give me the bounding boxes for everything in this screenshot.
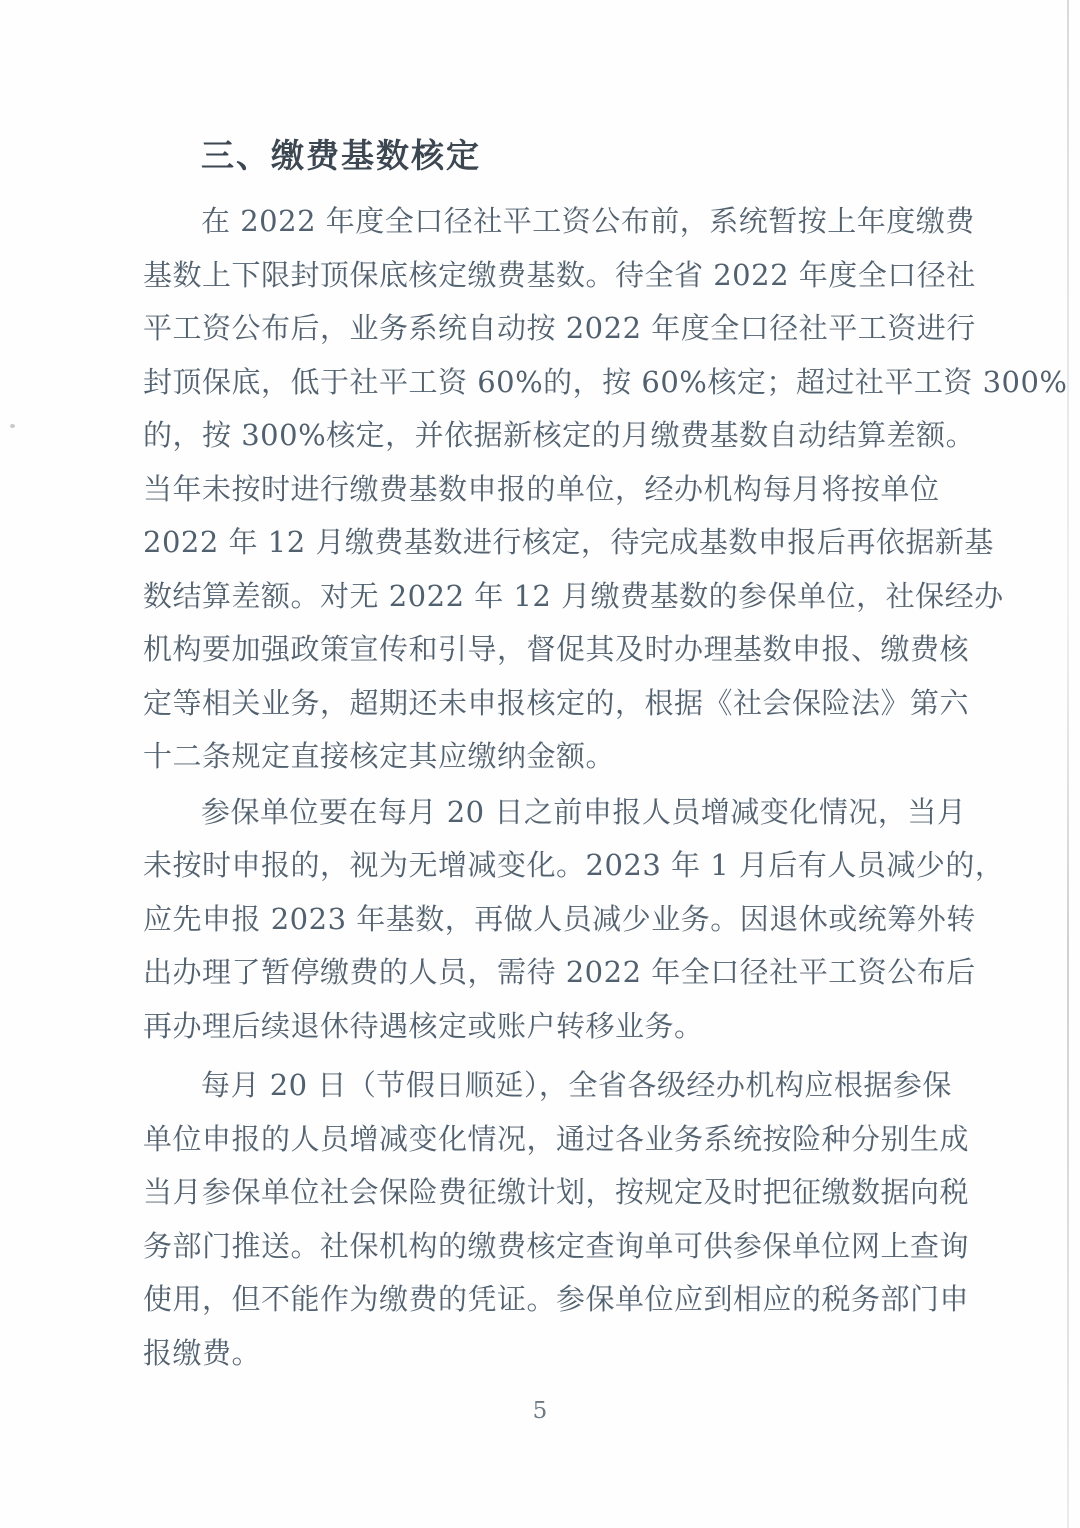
text-line: 的，按 300%核定，并依据新核定的月缴费基数自动结算差额。 bbox=[143, 418, 976, 452]
paragraph bbox=[143, 786, 1005, 1054]
text-line: 在 2022 年度全口径社平工资公布前，系统暂按上年度缴费 bbox=[201, 204, 975, 238]
text-line: 务部门推送。社保机构的缴费核定查询单可供参保单位网上查询 bbox=[143, 1228, 970, 1263]
paragraph bbox=[143, 195, 1068, 784]
paragraph bbox=[143, 1059, 970, 1380]
text-line: 2022 年 12 月缴费基数进行核定，待完成基数申报后再依据新基 bbox=[143, 525, 994, 559]
text-line: 应先申报 2023 年基数，再做人员减少业务。因退休或统筹外转 bbox=[143, 901, 976, 936]
text-line: 数结算差额。对无 2022 年 12 月缴费基数的参保单位，社保经办 bbox=[143, 578, 1004, 613]
text-line: 当月参保单位社会保险费征缴计划，按规定及时把征缴数据向税 bbox=[143, 1175, 970, 1209]
text-line: 使用，但不能作为缴费的凭证。参保单位应到相应的税务部门申 bbox=[143, 1282, 970, 1316]
text-line: 定等相关业务，超期还未申报核定的，根据《社会保险法》第六 bbox=[143, 685, 970, 720]
text-line: 机构要加强政策宣传和引导，督促其及时办理基数申报、缴费核 bbox=[143, 632, 970, 666]
text-line: 出办理了暂停缴费的人员，需待 2022 年全口径社平工资公布后 bbox=[143, 955, 976, 989]
text-line: 十二条规定直接核定其应缴纳金额。 bbox=[143, 739, 616, 773]
section-heading: 三、缴费基数核定 bbox=[201, 136, 481, 175]
ink-speck-artifact bbox=[10, 424, 15, 428]
text-line: 报缴费。 bbox=[143, 1335, 262, 1370]
text-line: 未按时申报的，视为无增减变化。2023 年 1 月后有人员减少的， bbox=[143, 848, 1005, 882]
text-line: 单位申报的人员增减变化情况，通过各业务系统按险种分别生成 bbox=[143, 1121, 970, 1156]
page-number: 5 bbox=[532, 1398, 548, 1424]
text-line: 封顶保底，低于社平工资 60%的，按 60%核定；超过社平工资 300% bbox=[143, 364, 1068, 399]
document-content bbox=[143, 134, 1068, 1380]
text-line: 每月 20 日（节假日顺延），全省各级经办机构应根据参保 bbox=[201, 1068, 952, 1102]
text-line: 参保单位要在每月 20 日之前申报人员增减变化情况，当月 bbox=[201, 794, 967, 829]
scan-edge-artifact bbox=[1067, 0, 1069, 1528]
text-line: 再办理后续退休待遇核定或账户转移业务。 bbox=[143, 1008, 704, 1043]
text-line: 平工资公布后，业务系统自动按 2022 年度全口径社平工资进行 bbox=[143, 311, 976, 345]
text-line: 基数上下限封顶保底核定缴费基数。待全省 2022 年度全口径社 bbox=[143, 257, 976, 292]
text-line: 当年未按时进行缴费基数申报的单位，经办机构每月将按单位 bbox=[143, 471, 940, 506]
